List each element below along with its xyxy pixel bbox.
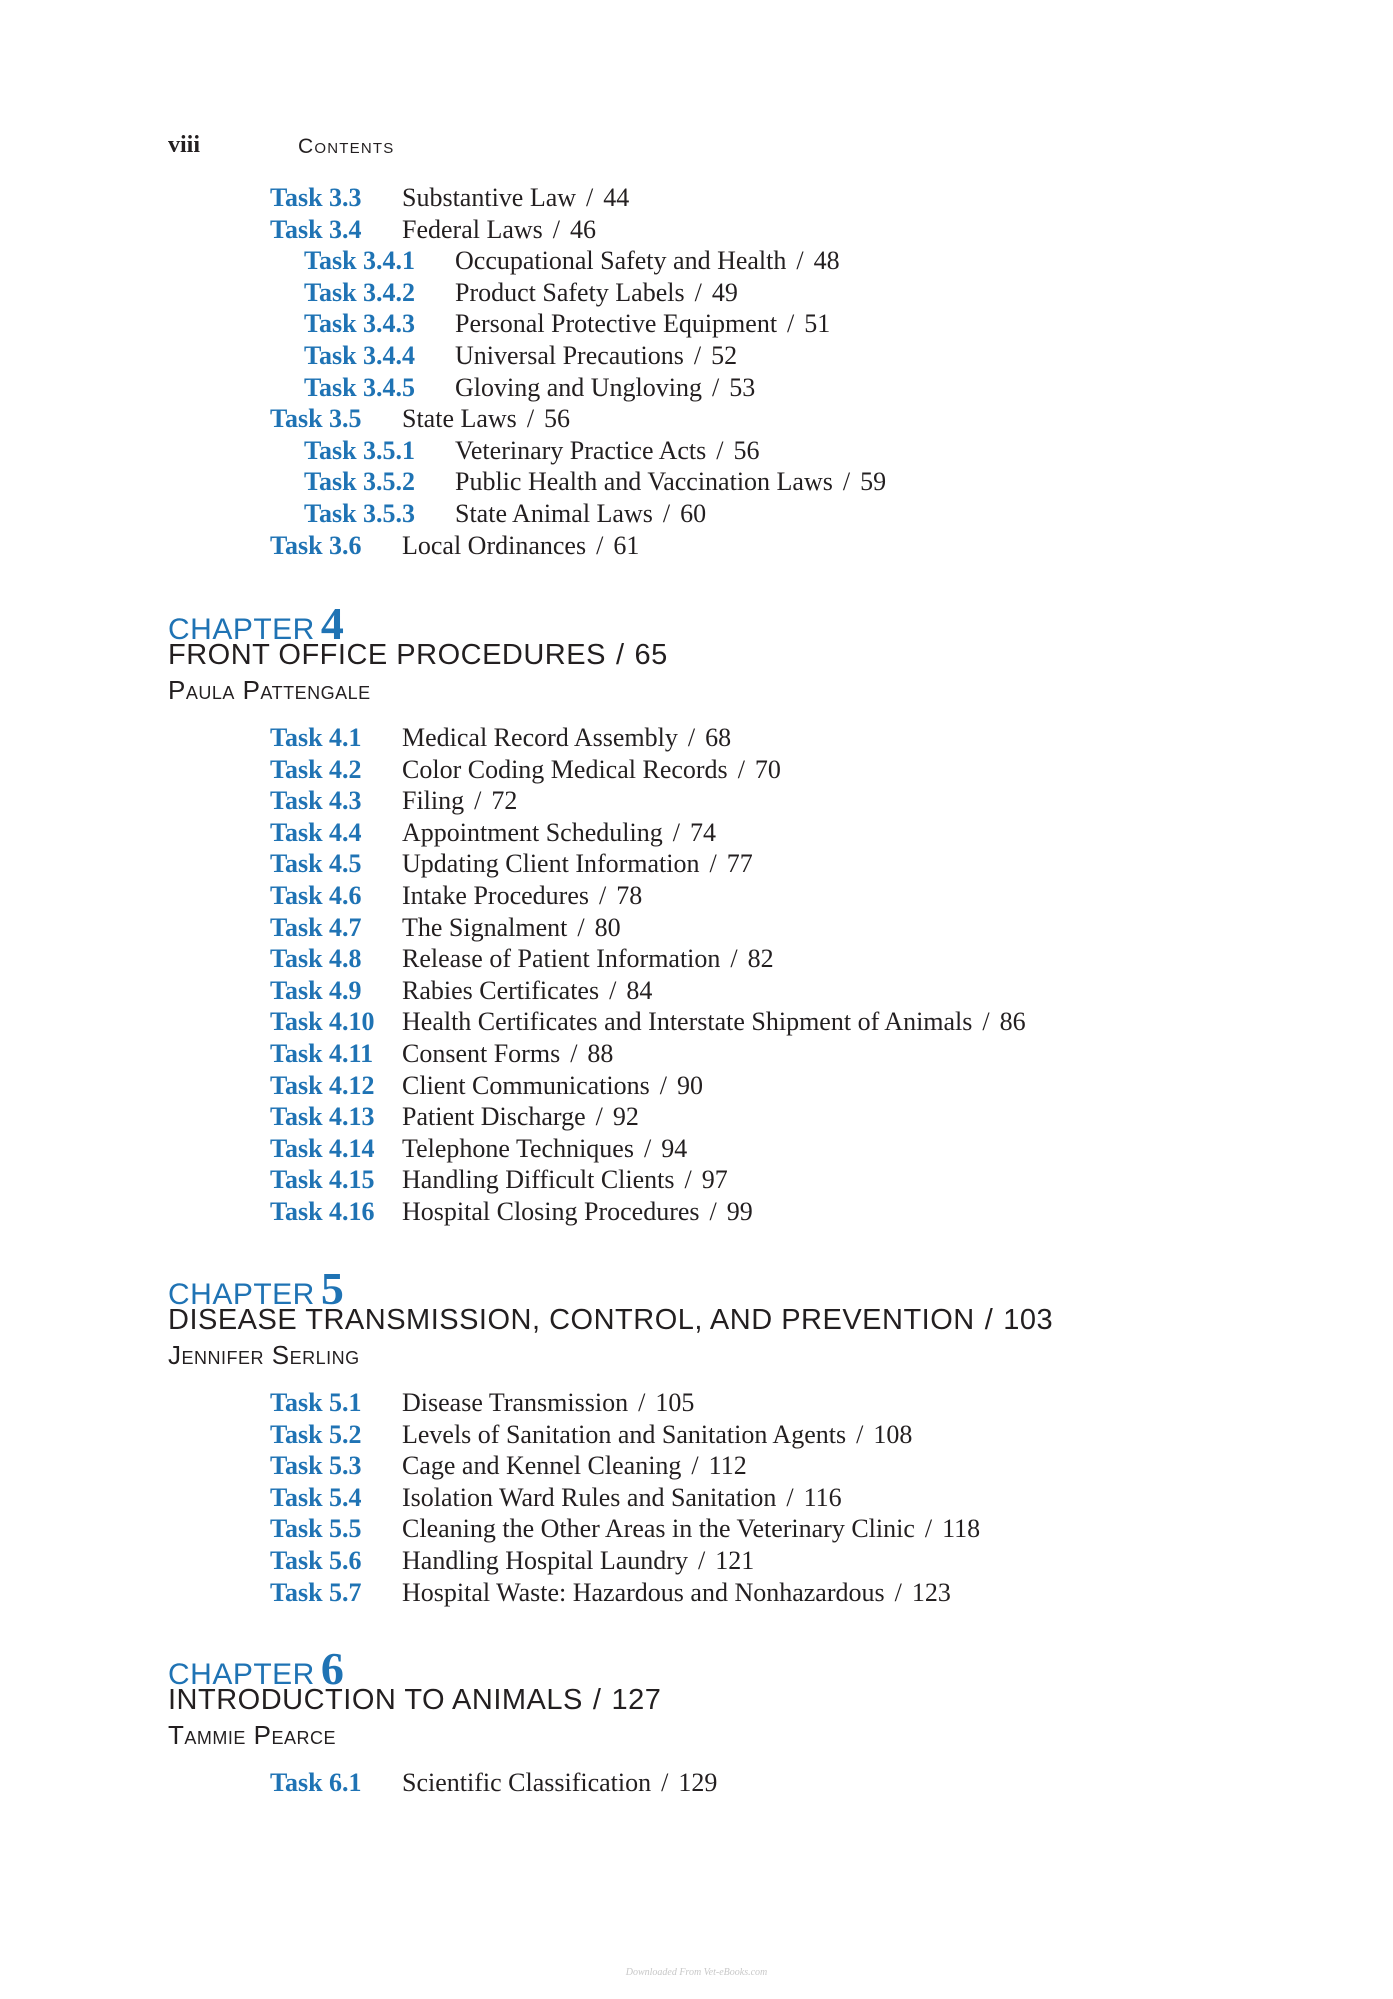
task-number: Task 3.4.4 <box>304 341 416 370</box>
task-number: Task 3.4.5 <box>304 372 416 402</box>
task-title: Health Certificates and Interstate Shipment of Animals <box>402 1007 973 1037</box>
page-number: 121 <box>715 1546 755 1575</box>
page-separator: / <box>684 1165 692 1195</box>
task-number: Task 4.2 <box>270 754 362 784</box>
page-separator: / <box>609 975 617 1005</box>
page-separator: / <box>787 309 795 339</box>
task-title: Medical Record Assembly <box>402 723 678 752</box>
task-title: Universal Precautions <box>455 341 684 370</box>
page-separator: / <box>661 1768 669 1797</box>
task-entry-text <box>402 531 639 561</box>
chapter-title-text: DISEASE TRANSMISSION, CONTROL, AND PREVENTION <box>168 1304 975 1336</box>
task-number: Task 4.8 <box>270 944 362 974</box>
page-number: 82 <box>747 944 774 974</box>
page-separator: / <box>643 1133 652 1163</box>
task-number: Task 4.15 <box>270 1165 375 1195</box>
task-entry-text <box>402 404 570 434</box>
page-separator: / <box>615 639 625 671</box>
task-title: Handling Difficult Clients <box>402 1165 675 1195</box>
task-number: Task 4.9 <box>270 975 362 1005</box>
running-head-title: Contents <box>298 135 395 158</box>
task-title: The Signalment <box>402 912 568 942</box>
task-number: Task 5.2 <box>270 1419 362 1449</box>
page-separator: / <box>716 435 724 465</box>
task-entry-text <box>402 1134 687 1164</box>
page-number: 52 <box>711 341 738 370</box>
page-separator: / <box>586 183 594 212</box>
page-separator: / <box>856 1419 864 1449</box>
page-number: 70 <box>754 754 781 784</box>
task-number: Task 4.5 <box>270 849 362 879</box>
task-entry-text <box>402 1007 1026 1037</box>
task-title: Scientific Classification <box>402 1768 652 1797</box>
page-separator: / <box>595 1102 603 1132</box>
page-number: 53 <box>729 372 756 402</box>
page-number: 44 <box>603 183 630 212</box>
page-separator: / <box>693 341 702 370</box>
page-number: 74 <box>689 817 716 847</box>
task-entry-text <box>402 818 716 848</box>
page-folio: viii <box>168 132 201 158</box>
task-number: Task 4.12 <box>270 1070 375 1100</box>
task-number: Task 4.7 <box>270 912 362 942</box>
task-title: Personal Protective Equipment <box>455 309 778 339</box>
chapter-author: Jennifer Serling <box>168 1340 360 1370</box>
page-separator: / <box>842 467 851 497</box>
page-number: 46 <box>570 214 597 244</box>
task-entry-text <box>402 1420 912 1450</box>
task-number: Task 3.4.1 <box>304 246 416 276</box>
task-entry-text <box>402 1388 694 1418</box>
page-number: 72 <box>491 786 518 816</box>
page-number: 56 <box>733 435 760 465</box>
task-entry-text <box>455 309 830 339</box>
task-title: Updating Client Information <box>402 849 700 879</box>
page-number: 94 <box>661 1133 688 1163</box>
page-number: 59 <box>860 467 887 497</box>
task-entry-text <box>402 976 652 1006</box>
task-number: Task 5.5 <box>270 1514 362 1544</box>
task-entry-text <box>402 1514 980 1544</box>
chapter-number: 5 <box>320 1263 344 1314</box>
page-separator: / <box>697 1546 706 1575</box>
page-separator: / <box>694 277 702 307</box>
task-number: Task 3.5.1 <box>304 435 416 465</box>
task-title: Hospital Waste: Hazardous and Nonhazardous <box>402 1577 885 1607</box>
page-separator: / <box>924 1514 933 1544</box>
page-separator: / <box>984 1304 994 1336</box>
task-entry-text <box>402 755 781 785</box>
task-title: Cage and Kennel Cleaning <box>402 1451 682 1481</box>
task-title: Substantive Law <box>402 183 577 212</box>
page-separator: / <box>592 1684 602 1716</box>
task-entry-text <box>455 436 759 466</box>
task-number: Task 4.6 <box>270 881 362 910</box>
task-number: Task 5.3 <box>270 1451 362 1481</box>
chapter-word: CHAPTER <box>168 613 315 646</box>
task-number: Task 5.1 <box>270 1388 362 1417</box>
task-entry-text <box>455 278 738 308</box>
page-number: 97 <box>701 1165 728 1195</box>
task-title: Hospital Closing Procedures <box>402 1197 700 1226</box>
chapter-page-number: 127 <box>611 1684 662 1716</box>
chapter-label-line <box>168 1642 344 1694</box>
page-separator: / <box>672 817 680 847</box>
download-source-note: Downloaded From Vet-eBooks.com <box>625 1967 768 1978</box>
chapter-page-number: 65 <box>634 639 668 671</box>
task-number: Task 5.6 <box>270 1546 362 1575</box>
task-entry-text <box>402 1578 951 1608</box>
task-number: Task 4.13 <box>270 1102 375 1132</box>
task-number: Task 3.5.3 <box>304 499 416 528</box>
page-number: 61 <box>613 530 640 560</box>
task-number: Task 5.4 <box>270 1482 362 1512</box>
task-title: Occupational Safety and Health <box>455 246 787 276</box>
task-title: Gloving and Ungloving <box>455 372 702 402</box>
task-number: Task 3.5 <box>270 404 362 434</box>
chapter-number: 4 <box>320 598 344 649</box>
task-number: Task 3.4.2 <box>304 277 416 307</box>
chapter-word: CHAPTER <box>168 1278 315 1311</box>
task-number: Task 3.5.2 <box>304 467 416 497</box>
task-number: Task 3.6 <box>270 530 362 560</box>
task-entry-text <box>402 1102 639 1132</box>
task-title: Local Ordinances <box>402 530 587 560</box>
page-separator: / <box>796 246 804 276</box>
page-separator: / <box>691 1451 699 1481</box>
page-number: 49 <box>711 277 738 307</box>
page-separator: / <box>598 881 607 910</box>
task-title: Consent Forms <box>402 1039 561 1068</box>
task-number: Task 4.4 <box>270 817 362 847</box>
page-number: 80 <box>594 912 621 942</box>
page-number: 112 <box>708 1451 747 1481</box>
chapter-label-line <box>168 597 344 649</box>
task-entry-text <box>402 1483 842 1513</box>
task-number: Task 3.4.3 <box>304 309 416 339</box>
page-separator: / <box>570 1039 578 1068</box>
chapter-author: Tammie Pearce <box>168 1720 336 1750</box>
page-number: 84 <box>626 975 653 1005</box>
page-separator: / <box>982 1007 990 1037</box>
page-separator: / <box>474 786 482 816</box>
task-title: Public Health and Vaccination Laws <box>455 467 833 497</box>
task-entry-text <box>402 723 731 753</box>
page-separator: / <box>662 499 671 528</box>
page-number: 90 <box>676 1070 703 1100</box>
page-number: 92 <box>612 1102 639 1132</box>
page-separator: / <box>786 1482 794 1512</box>
page-separator: / <box>596 530 604 560</box>
page-separator: / <box>737 754 745 784</box>
chapter-title-text: FRONT OFFICE PROCEDURES <box>168 639 606 671</box>
page-number: 99 <box>726 1197 753 1226</box>
task-entry-text <box>402 786 517 816</box>
chapter-word: CHAPTER <box>168 1658 315 1691</box>
task-title: State Animal Laws <box>455 499 653 528</box>
task-title: Isolation Ward Rules and Sanitation <box>402 1482 777 1512</box>
task-entry-text <box>402 849 753 879</box>
task-title: Intake Procedures <box>402 881 589 910</box>
task-entry-text <box>402 1768 717 1798</box>
page-separator: / <box>526 404 535 434</box>
task-title: Veterinary Practice Acts <box>455 435 707 465</box>
task-title: Appointment Scheduling <box>402 817 663 847</box>
page-number: 88 <box>587 1039 614 1068</box>
task-entry-text <box>455 373 755 403</box>
task-title: Rabies Certificates <box>402 975 600 1005</box>
task-entry-text <box>455 467 886 497</box>
page-separator: / <box>638 1388 646 1417</box>
task-title: State Laws <box>402 404 517 434</box>
task-entry-text <box>402 1451 747 1481</box>
page-number: 48 <box>813 246 840 276</box>
page-number: 78 <box>616 881 643 910</box>
task-number: Task 3.3 <box>270 183 362 212</box>
task-title: Color Coding Medical Records <box>402 754 728 784</box>
task-title: Federal Laws <box>402 214 543 244</box>
page-separator: / <box>730 944 738 974</box>
page-number: 123 <box>911 1577 951 1607</box>
chapter-title[interactable] <box>168 639 668 672</box>
task-number: Task 4.1 <box>270 723 362 752</box>
page-number: 68 <box>705 723 732 752</box>
page-separator: / <box>552 214 561 244</box>
page-number: 105 <box>655 1388 695 1417</box>
page-number: 51 <box>804 309 831 339</box>
page-number: 118 <box>942 1514 981 1544</box>
task-title: Handling Hospital Laundry <box>402 1546 688 1575</box>
task-title: Release of Patient Information <box>402 944 721 974</box>
task-title: Patient Discharge <box>402 1102 586 1132</box>
page-number: 108 <box>873 1419 913 1449</box>
page-separator: / <box>659 1070 667 1100</box>
task-title: Disease Transmission <box>402 1388 629 1417</box>
chapter-label-line <box>168 1262 344 1314</box>
task-title: Product Safety Labels <box>455 277 685 307</box>
task-entry-text <box>402 1165 728 1195</box>
task-entry-text <box>402 1039 613 1069</box>
task-number: Task 4.3 <box>270 786 362 816</box>
page-separator: / <box>894 1577 902 1607</box>
chapter-title[interactable] <box>168 1304 1053 1337</box>
task-entry-text <box>455 246 840 276</box>
chapter-title-text: INTRODUCTION TO ANIMALS <box>168 1684 583 1716</box>
chapter-page-number: 103 <box>1003 1304 1054 1336</box>
page-separator: / <box>577 912 585 942</box>
page-number: 116 <box>803 1482 842 1512</box>
task-entry-text <box>402 1197 753 1227</box>
task-number: Task 4.16 <box>270 1197 375 1226</box>
task-title: Levels of Sanitation and Sanitation Agents <box>402 1419 847 1449</box>
chapter-number: 6 <box>320 1643 344 1694</box>
task-number: Task 6.1 <box>270 1768 362 1797</box>
task-title: Cleaning the Other Areas in the Veterinary Clinic <box>402 1514 915 1544</box>
task-title: Client Communications <box>402 1070 650 1100</box>
page-number: 60 <box>680 499 707 528</box>
task-number: Task 5.7 <box>270 1577 362 1607</box>
page-separator: / <box>709 1197 717 1226</box>
chapter-title[interactable] <box>168 1684 661 1717</box>
task-entry-text <box>402 944 774 974</box>
task-entry-text <box>402 1071 703 1101</box>
page-separator: / <box>687 723 696 752</box>
page-number: 56 <box>544 404 571 434</box>
task-number: Task 4.10 <box>270 1007 375 1037</box>
page-number: 77 <box>726 849 753 879</box>
page-number: 86 <box>999 1007 1026 1037</box>
task-number: Task 3.4 <box>270 214 362 244</box>
chapter-author: Paula Pattengale <box>168 675 371 705</box>
task-number: Task 4.11 <box>270 1039 374 1068</box>
task-entry-text <box>455 499 706 529</box>
task-title: Filing <box>402 786 465 816</box>
page-number: 129 <box>678 1768 718 1797</box>
task-entry-text <box>402 183 629 213</box>
task-entry-text <box>402 1546 754 1576</box>
page-separator: / <box>709 849 717 879</box>
task-number: Task 4.14 <box>270 1133 375 1163</box>
page-separator: / <box>712 372 720 402</box>
task-entry-text <box>402 913 621 943</box>
task-entry-text <box>402 881 642 911</box>
task-entry-text <box>455 341 737 371</box>
task-entry-text <box>402 215 596 245</box>
task-title: Telephone Techniques <box>402 1133 634 1163</box>
